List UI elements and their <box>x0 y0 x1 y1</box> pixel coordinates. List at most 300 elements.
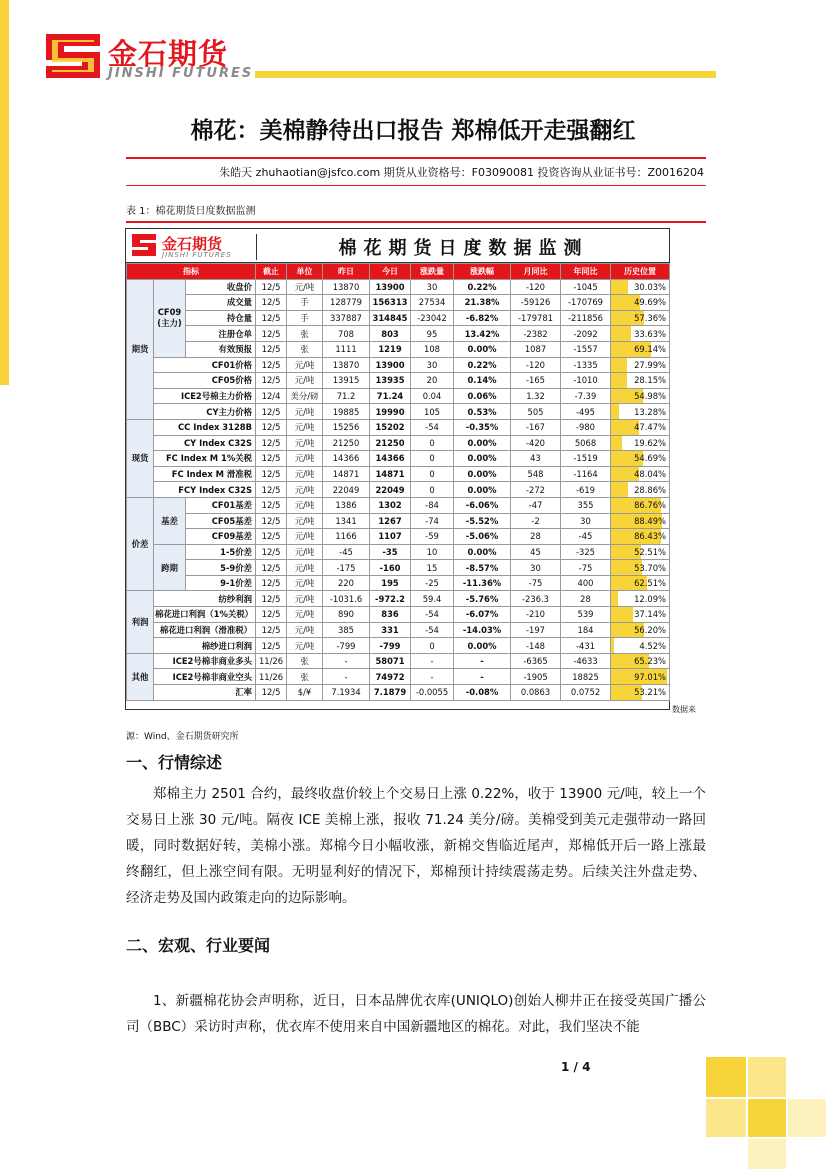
mom-cell: 0.0863 <box>511 685 561 701</box>
indicator-cell: CY主力价格 <box>154 404 256 420</box>
today-cell: 14871 <box>370 466 411 482</box>
hist-position-bar <box>611 591 618 606</box>
mom-cell: -167 <box>511 419 561 435</box>
unit-cell: 美分/磅 <box>287 388 323 404</box>
unit-cell: $/¥ <box>287 685 323 701</box>
unit-cell: 元/吨 <box>287 529 323 545</box>
hist-position-value: 49.69% <box>634 297 667 308</box>
chg-cell: 105 <box>411 404 454 420</box>
indicator-cell: CF01价格 <box>154 357 256 373</box>
yoy-cell: -1164 <box>561 466 611 482</box>
mom-cell: -120 <box>511 279 561 295</box>
table-header-row <box>127 264 670 280</box>
logo-text-en: JINSHI FUTURES <box>108 66 254 81</box>
pct-cell: 0.14% <box>454 373 511 389</box>
indicator-cell: FC Index M 滑准税 <box>154 466 256 482</box>
table-row <box>127 310 670 326</box>
pct-cell: -14.03% <box>454 622 511 638</box>
today-cell: -35 <box>370 544 411 560</box>
date-cell: 12/5 <box>256 591 287 607</box>
col-header-unit: 单位 <box>287 264 323 280</box>
today-cell: 195 <box>370 575 411 591</box>
indicator-cell: ICE2号棉非商业空头 <box>154 669 256 685</box>
pct-cell: 0.22% <box>454 357 511 373</box>
prev-cell: 1341 <box>323 513 370 529</box>
yoy-cell: -45 <box>561 529 611 545</box>
date-cell: 12/5 <box>256 435 287 451</box>
chg-cell: 10 <box>411 544 454 560</box>
data-table <box>126 263 670 701</box>
unit-cell: 元/吨 <box>287 279 323 295</box>
table-row <box>127 326 670 342</box>
mom-cell: -148 <box>511 638 561 654</box>
indicator-cell: CF09基差 <box>186 529 256 545</box>
yoy-cell: 5068 <box>561 435 611 451</box>
chg-cell: -74 <box>411 513 454 529</box>
subcategory-cell: 基差 <box>154 497 186 544</box>
date-cell: 11/26 <box>256 669 287 685</box>
pct-cell: -5.06% <box>454 529 511 545</box>
pct-cell: 0.06% <box>454 388 511 404</box>
author-rule <box>126 185 706 186</box>
date-cell: 12/5 <box>256 295 287 311</box>
logo-mark-icon <box>42 30 104 82</box>
table-row <box>127 435 670 451</box>
unit-cell: 元/吨 <box>287 451 323 467</box>
table-row <box>127 388 670 404</box>
prev-cell: 337887 <box>323 310 370 326</box>
yoy-cell: 355 <box>561 497 611 513</box>
col-header-yoy: 年同比 <box>561 264 611 280</box>
yoy-cell: -495 <box>561 404 611 420</box>
today-cell: 836 <box>370 607 411 623</box>
subcategory-cell: 跨期 <box>154 544 186 591</box>
report-title: 棉花：美棉静待出口报告 郑棉低开走强翻红 <box>190 118 636 144</box>
mom-cell: -272 <box>511 482 561 498</box>
prev-cell: 385 <box>323 622 370 638</box>
chg-cell: 0 <box>411 466 454 482</box>
date-cell: 12/5 <box>256 279 287 295</box>
category-cell: 价差 <box>127 497 154 591</box>
hist-position-value: 13.28% <box>634 406 667 417</box>
table-row <box>127 591 670 607</box>
pct-cell: 0.00% <box>454 451 511 467</box>
category-cell: 利润 <box>127 591 154 653</box>
yoy-cell: -980 <box>561 419 611 435</box>
col-header-chg: 涨跌量 <box>411 264 454 280</box>
mom-cell: -6365 <box>511 653 561 669</box>
hist-position-cell <box>611 560 670 576</box>
pct-cell: -5.76% <box>454 591 511 607</box>
category-cell: 现货 <box>127 419 154 497</box>
date-cell: 12/5 <box>256 373 287 389</box>
yoy-cell: -4633 <box>561 653 611 669</box>
hist-position-value: 53.21% <box>634 687 667 698</box>
unit-cell: 元/吨 <box>287 373 323 389</box>
hist-position-cell <box>611 669 670 685</box>
hist-position-value: 86.76% <box>634 500 667 511</box>
indicator-cell: 棉花进口利润（1%关税） <box>154 607 256 623</box>
table-caption: 表 1：棉花期货日度数据监测 <box>126 206 256 217</box>
prev-cell: -1031.6 <box>323 591 370 607</box>
today-cell: 15202 <box>370 419 411 435</box>
prev-cell: 128779 <box>323 295 370 311</box>
company-logo <box>42 30 254 82</box>
indicator-cell: 汇率 <box>154 685 256 701</box>
col-header-indicator: 指标 <box>127 264 256 280</box>
date-cell: 11/26 <box>256 653 287 669</box>
page-number: 1 / 4 <box>561 1060 591 1074</box>
left-accent-bar <box>0 0 9 385</box>
col-header-hist: 历史位置 <box>611 264 670 280</box>
table-row <box>127 622 670 638</box>
date-cell: 12/5 <box>256 685 287 701</box>
hist-position-value: 65.23% <box>634 656 667 667</box>
pct-cell: 0.22% <box>454 279 511 295</box>
hist-position-bar <box>611 482 628 497</box>
hist-position-cell <box>611 638 670 654</box>
today-cell: -972.2 <box>370 591 411 607</box>
chg-cell: -54 <box>411 419 454 435</box>
unit-cell: 元/吨 <box>287 622 323 638</box>
date-cell: 12/5 <box>256 357 287 373</box>
hist-position-cell <box>611 388 670 404</box>
hist-position-cell <box>611 279 670 295</box>
data-source-fragment: 数据来 <box>672 705 696 714</box>
indicator-cell: 9-1价差 <box>186 575 256 591</box>
hist-position-bar <box>611 326 631 341</box>
prev-cell: 22049 <box>323 482 370 498</box>
prev-cell: - <box>323 669 370 685</box>
hist-position-value: 88.49% <box>634 515 667 526</box>
chg-cell: 59.4 <box>411 591 454 607</box>
chg-cell: 20 <box>411 373 454 389</box>
hist-position-value: 86.43% <box>634 531 667 542</box>
prev-cell: 14366 <box>323 451 370 467</box>
mom-cell: 45 <box>511 544 561 560</box>
unit-cell: 元/吨 <box>287 544 323 560</box>
mom-cell: 28 <box>511 529 561 545</box>
category-cell: 期货 <box>127 279 154 419</box>
pct-cell: 21.38% <box>454 295 511 311</box>
hist-position-bar <box>611 404 619 419</box>
hist-position-cell <box>611 451 670 467</box>
indicator-cell: 纺纱利润 <box>154 591 256 607</box>
date-cell: 12/5 <box>256 575 287 591</box>
hist-position-value: 4.52% <box>639 640 667 651</box>
unit-cell: 元/吨 <box>287 591 323 607</box>
indicator-cell: FCY Index C32S <box>154 482 256 498</box>
yoy-cell: -170769 <box>561 295 611 311</box>
hist-position-value: 97.01% <box>634 671 667 682</box>
yoy-cell: -431 <box>561 638 611 654</box>
today-cell: 21250 <box>370 435 411 451</box>
date-cell: 12/5 <box>256 560 287 576</box>
hist-position-cell <box>611 419 670 435</box>
section2-body: 1、新疆棉花协会声明称，近日，日本品牌优衣库(UNIQLO)创始人柳井正在接受英国广播公司（BBC）采访时声称，优衣库不使用来自中国新疆地区的棉花。对此，我们坚决不能 <box>126 993 706 1035</box>
chg-cell: -25 <box>411 575 454 591</box>
table-row <box>127 451 670 467</box>
yoy-cell: 184 <box>561 622 611 638</box>
pct-cell: -0.35% <box>454 419 511 435</box>
prev-cell: 7.1934 <box>323 685 370 701</box>
pct-cell: -6.07% <box>454 607 511 623</box>
unit-cell: 元/吨 <box>287 466 323 482</box>
today-cell: 1302 <box>370 497 411 513</box>
mom-cell: -210 <box>511 607 561 623</box>
mom-cell: -120 <box>511 357 561 373</box>
hist-position-bar <box>611 638 614 653</box>
mom-cell: -1905 <box>511 669 561 685</box>
chg-cell: 0.04 <box>411 388 454 404</box>
chg-cell: 0 <box>411 638 454 654</box>
unit-cell: 张 <box>287 669 323 685</box>
mom-cell: -59126 <box>511 295 561 311</box>
table-row <box>127 544 670 560</box>
mom-cell: -197 <box>511 622 561 638</box>
yoy-cell: 28 <box>561 591 611 607</box>
table-row <box>127 653 670 669</box>
today-cell: 13900 <box>370 279 411 295</box>
unit-cell: 元/吨 <box>287 497 323 513</box>
yoy-cell: -1519 <box>561 451 611 467</box>
mom-cell: -2382 <box>511 326 561 342</box>
date-cell: 12/5 <box>256 529 287 545</box>
hist-position-cell <box>611 310 670 326</box>
unit-cell: 元/吨 <box>287 575 323 591</box>
hist-position-value: 27.99% <box>634 359 667 370</box>
table-source: 源：Wind、金石期货研究所 <box>126 732 239 742</box>
title-rule <box>126 157 706 159</box>
mom-cell: 548 <box>511 466 561 482</box>
table-logo-en: JINSHI FUTURES <box>162 251 232 259</box>
date-cell: 12/5 <box>256 544 287 560</box>
table-row <box>127 279 670 295</box>
indicator-cell: ICE2号棉主力价格 <box>154 388 256 404</box>
hist-position-cell <box>611 575 670 591</box>
chg-cell: 15 <box>411 560 454 576</box>
mom-cell: -2 <box>511 513 561 529</box>
indicator-cell: FC Index M 1%关税 <box>154 451 256 467</box>
chg-cell: -59 <box>411 529 454 545</box>
chg-cell: 0 <box>411 451 454 467</box>
chg-cell: -23042 <box>411 310 454 326</box>
indicator-cell: ICE2号棉非商业多头 <box>154 653 256 669</box>
prev-cell: 13870 <box>323 279 370 295</box>
yoy-cell: 400 <box>561 575 611 591</box>
table-row <box>127 513 670 529</box>
prev-cell: 890 <box>323 607 370 623</box>
hist-position-cell <box>611 435 670 451</box>
col-header-today: 今日 <box>370 264 411 280</box>
section1-body: 郑棉主力 2501 合约，最终收盘价较上个交易日上涨 0.22%，收于 13900 元/吨，较上一个交易日上涨 30 元/吨。隔夜 ICE 美棉上涨，报收 71.24 美分/磅。美棉受到美元走强带动一路回暖，同时数据好转，美棉小涨。郑棉今日小幅收涨，新棉交售临近尾声，郑棉低开后一路上涨最终翻红，但上涨空间有限。无明显利好的情况下，郑棉预计持续震荡走势。后续关注外盘走势、经济走势及国内政策走向的边际影响。 <box>126 786 706 906</box>
mom-cell: 43 <box>511 451 561 467</box>
yoy-cell: -75 <box>561 560 611 576</box>
table-row <box>127 529 670 545</box>
col-header-mom: 月同比 <box>511 264 561 280</box>
mom-cell: -420 <box>511 435 561 451</box>
yoy-cell: -325 <box>561 544 611 560</box>
chg-cell: -54 <box>411 622 454 638</box>
table-logo-cn: 金石期货 <box>162 235 223 253</box>
prev-cell: 15256 <box>323 419 370 435</box>
hist-position-value: 53.70% <box>634 562 667 573</box>
mom-cell: -165 <box>511 373 561 389</box>
hist-position-value: 48.04% <box>634 469 667 480</box>
hist-position-value: 62.51% <box>634 578 667 589</box>
yoy-cell: 30 <box>561 513 611 529</box>
indicator-cell: 1-5价差 <box>186 544 256 560</box>
indicator-cell: CF01基差 <box>186 497 256 513</box>
pct-cell: -0.08% <box>454 685 511 701</box>
mom-cell: 505 <box>511 404 561 420</box>
table-header-band <box>126 229 669 263</box>
today-cell: 314845 <box>370 310 411 326</box>
hist-position-value: 33.63% <box>634 328 667 339</box>
hist-position-cell <box>611 529 670 545</box>
chg-cell: 0 <box>411 435 454 451</box>
unit-cell: 手 <box>287 295 323 311</box>
yoy-cell: -2092 <box>561 326 611 342</box>
col-header-date: 截止 <box>256 264 287 280</box>
today-cell: 14366 <box>370 451 411 467</box>
table-logo-mark-icon <box>130 232 158 258</box>
yoy-cell: -211856 <box>561 310 611 326</box>
today-cell: 1107 <box>370 529 411 545</box>
pct-cell: 0.00% <box>454 638 511 654</box>
today-cell: 1267 <box>370 513 411 529</box>
table-row <box>127 295 670 311</box>
unit-cell: 元/吨 <box>287 435 323 451</box>
prev-cell: 1166 <box>323 529 370 545</box>
today-cell: -799 <box>370 638 411 654</box>
hist-position-cell <box>611 326 670 342</box>
section2-heading: 二、宏观、行业要闻 <box>126 936 271 955</box>
date-cell: 12/5 <box>256 513 287 529</box>
mom-cell: 1.32 <box>511 388 561 404</box>
unit-cell: 元/吨 <box>287 404 323 420</box>
chg-cell: 30 <box>411 357 454 373</box>
hist-position-cell <box>611 466 670 482</box>
hist-position-value: 57.36% <box>634 313 667 324</box>
yoy-cell: -1010 <box>561 373 611 389</box>
table-row <box>127 466 670 482</box>
chg-cell: -84 <box>411 497 454 513</box>
hist-position-value: 69.14% <box>634 344 667 355</box>
indicator-cell: CF05价格 <box>154 373 256 389</box>
hist-position-cell <box>611 482 670 498</box>
prev-cell: 19885 <box>323 404 370 420</box>
prev-cell: 220 <box>323 575 370 591</box>
hist-position-value: 30.03% <box>634 281 667 292</box>
table-row <box>127 560 670 576</box>
prev-cell: -45 <box>323 544 370 560</box>
hist-position-cell <box>611 404 670 420</box>
chg-cell: 27534 <box>411 295 454 311</box>
yoy-cell: -1557 <box>561 341 611 357</box>
mom-cell: -179781 <box>511 310 561 326</box>
pct-cell: 0.00% <box>454 341 511 357</box>
date-cell: 12/5 <box>256 404 287 420</box>
date-cell: 12/5 <box>256 419 287 435</box>
hist-position-value: 28.15% <box>634 375 667 386</box>
table-row <box>127 341 670 357</box>
table-logo <box>130 232 254 260</box>
date-cell: 12/5 <box>256 638 287 654</box>
pct-cell: -8.57% <box>454 560 511 576</box>
today-cell: 803 <box>370 326 411 342</box>
table-row <box>127 607 670 623</box>
hist-position-cell <box>611 653 670 669</box>
prev-cell: -175 <box>323 560 370 576</box>
col-header-pct: 涨跌幅 <box>454 264 511 280</box>
table-row <box>127 482 670 498</box>
today-cell: 7.1879 <box>370 685 411 701</box>
unit-cell: 元/吨 <box>287 357 323 373</box>
pct-cell: 0.00% <box>454 544 511 560</box>
yoy-cell: 539 <box>561 607 611 623</box>
pct-cell: 0.53% <box>454 404 511 420</box>
date-cell: 12/5 <box>256 482 287 498</box>
section1-heading: 一、行情综述 <box>126 753 223 772</box>
table-row <box>127 419 670 435</box>
table-row <box>127 669 670 685</box>
hist-position-cell <box>611 341 670 357</box>
pct-cell: 0.00% <box>454 466 511 482</box>
indicator-cell: 5-9价差 <box>186 560 256 576</box>
unit-cell: 元/吨 <box>287 513 323 529</box>
hist-position-cell <box>611 357 670 373</box>
hist-position-cell <box>611 295 670 311</box>
indicator-cell: 成交量 <box>186 295 256 311</box>
date-cell: 12/5 <box>256 451 287 467</box>
table-title: 棉花期货日度数据监测 <box>256 234 670 260</box>
hist-position-value: 47.47% <box>634 422 667 433</box>
indicator-cell: 收盘价 <box>186 279 256 295</box>
hist-position-value: 52.51% <box>634 546 667 557</box>
yoy-cell: -619 <box>561 482 611 498</box>
mom-cell: 1087 <box>511 341 561 357</box>
date-cell: 12/5 <box>256 622 287 638</box>
unit-cell: 元/吨 <box>287 607 323 623</box>
unit-cell: 元/吨 <box>287 560 323 576</box>
chg-cell: 95 <box>411 326 454 342</box>
mom-cell: 30 <box>511 560 561 576</box>
pct-cell: - <box>454 653 511 669</box>
hist-position-cell <box>611 513 670 529</box>
hist-position-value: 12.09% <box>634 593 667 604</box>
prev-cell: -799 <box>323 638 370 654</box>
today-cell: 22049 <box>370 482 411 498</box>
unit-cell: 元/吨 <box>287 419 323 435</box>
hist-position-bar <box>611 607 633 622</box>
hist-position-value: 19.62% <box>634 437 667 448</box>
hist-position-bar <box>611 280 628 295</box>
table-row <box>127 575 670 591</box>
subcategory-cell: CF09 (主力) <box>154 279 186 357</box>
author-line: 朱皓天 zhuhaotian@jsfco.com 期货从业资格号：F03090081 投资咨询从业证书号：Z0016204 <box>219 166 704 179</box>
indicator-cell: 棉纱进口利润 <box>154 638 256 654</box>
mom-cell: -47 <box>511 497 561 513</box>
indicator-cell: 棉花进口利润（滑准税） <box>154 622 256 638</box>
hist-position-value: 37.14% <box>634 609 667 620</box>
prev-cell: 13870 <box>323 357 370 373</box>
unit-cell: 张 <box>287 341 323 357</box>
mom-cell: -75 <box>511 575 561 591</box>
today-cell: 13935 <box>370 373 411 389</box>
pct-cell: 13.42% <box>454 326 511 342</box>
hist-position-cell <box>611 685 670 701</box>
